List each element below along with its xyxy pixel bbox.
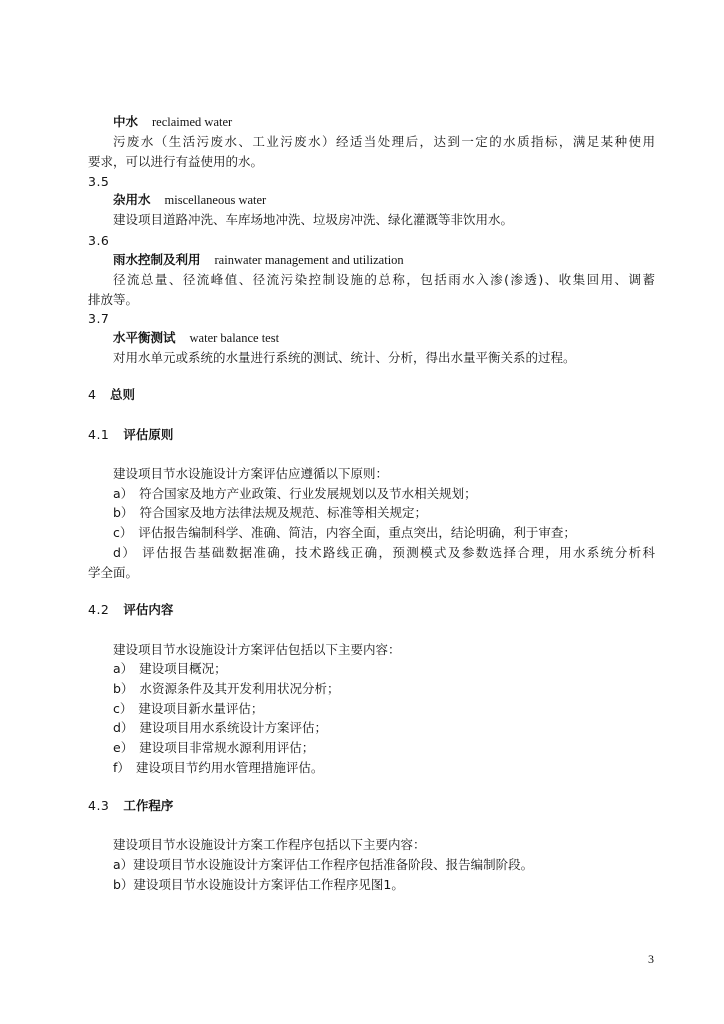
list-item: a）建设项目节水设施设计方案评估工作程序包括准备阶段、报告编制阶段。 — [113, 857, 534, 872]
list-item: b） 符合国家及地方法律法规及规范、标准等相关规定； — [113, 505, 427, 520]
page-number: 3 — [648, 952, 654, 966]
paragraph: 建设项目节水设施设计方案评估包括以下主要内容： — [113, 642, 401, 657]
clause-number: 3.7 — [88, 311, 110, 326]
term-chinese: 雨水控制及利用 — [113, 252, 201, 267]
term-definition-cont: 排放等。 — [88, 292, 139, 307]
list-item: e） 建设项目非常规水源利用评估； — [113, 740, 315, 755]
list-item: b） 水资源条件及其开发利用状况分析； — [113, 681, 340, 696]
subsection-heading: 4.1 评估原则 — [88, 427, 174, 442]
paragraph: 建设项目节水设施设计方案评估应遵循以下原则： — [113, 466, 389, 481]
list-item: c） 建设项目新水量评估； — [113, 701, 264, 716]
list-item: d） 评估报告基础数据准确，技术路线正确，预测模式及参数选择合理，用水系统分析科 — [113, 545, 655, 560]
list-item: d） 建设项目用水系统设计方案评估； — [113, 720, 327, 735]
term-definition: 污废水（生活污废水、工业污废水）经适当处理后，达到一定的水质指标，满足某种使用 — [113, 134, 655, 149]
term-english: water balance test — [189, 331, 280, 345]
term-definition: 径流总量、径流峰值、径流污染控制设施的总称，包括雨水入渗(渗透)、收集回用、调蓄 — [113, 272, 655, 287]
term-definition-cont: 要求，可以进行有益使用的水。 — [88, 154, 264, 169]
term-english: reclaimed water — [152, 115, 233, 129]
list-item: a） 符合国家及地方产业政策、行业发展规划以及节水相关规划； — [113, 486, 477, 501]
term-heading — [113, 191, 266, 209]
term-heading — [113, 329, 279, 347]
term-english: rainwater management and utilization — [214, 253, 404, 267]
list-item: a） 建设项目概况； — [113, 661, 227, 676]
term-chinese: 杂用水 — [113, 192, 151, 207]
subsection-heading: 4.2 评估内容 — [88, 602, 174, 617]
term-english: miscellaneous water — [164, 193, 267, 207]
paragraph: 建设项目节水设施设计方案工作程序包括以下主要内容： — [113, 837, 426, 852]
term-chinese: 水平衡测试 — [113, 330, 176, 345]
term-chinese: 中水 — [113, 114, 139, 129]
list-item-cont: 学全面。 — [88, 565, 139, 580]
term-heading — [113, 113, 232, 131]
term-definition: 建设项目道路冲洗、车库场地冲洗、垃圾房冲洗、绿化灌溉等非饮用水。 — [113, 212, 514, 227]
clause-number: 3.5 — [88, 174, 110, 189]
section-heading: 4 总则 — [88, 387, 135, 402]
clause-number: 3.6 — [88, 233, 110, 248]
term-definition: 对用水单元或系统的水量进行系统的测试、统计、分析，得出水量平衡关系的过程。 — [113, 350, 576, 365]
subsection-heading: 4.3 工作程序 — [88, 798, 174, 813]
list-item: f） 建设项目节约用水管理措施评估。 — [113, 760, 324, 775]
list-item: c） 评估报告编制科学、准确、简洁，内容全面，重点突出，结论明确，利于审查； — [113, 525, 576, 540]
term-heading — [113, 251, 404, 269]
list-item: b）建设项目节水设施设计方案评估工作程序见图1。 — [113, 877, 404, 892]
